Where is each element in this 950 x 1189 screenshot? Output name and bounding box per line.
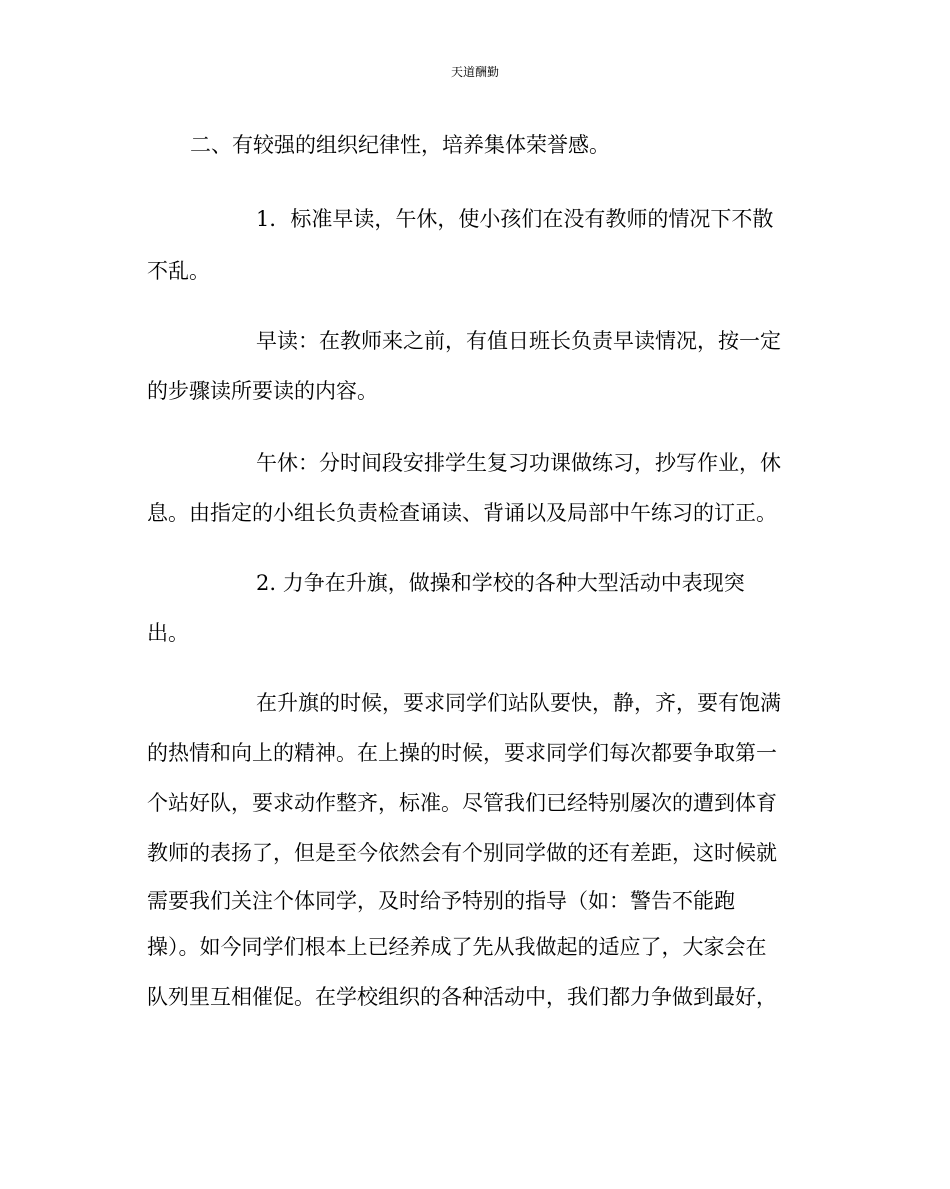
paragraph-line: 出。	[147, 621, 189, 645]
paragraph-line: 午休：分时间段安排学生复习功课做练习，抄写作业，休	[256, 451, 781, 475]
page-header: 天道酬勤	[450, 65, 499, 79]
paragraph-line: 个站好队，要求动作整齐，标准。尽管我们已经特别屡次的遭到体育	[147, 791, 777, 815]
paragraph-line: 早读：在教师来之前，有值日班长负责早读情况，按一定	[256, 329, 781, 353]
paragraph-line: 的步骤读所要读的内容。	[147, 379, 378, 403]
paragraph-line: 息。由指定的小组长负责检查诵读、背诵以及局部中午练习的订正。	[147, 501, 777, 525]
paragraph-line: 1．标准早读，午休，使小孩们在没有教师的情况下不散	[256, 207, 774, 231]
paragraph-line: 教师的表扬了，但是至今依然会有个别同学做的还有差距，这时候就	[147, 841, 777, 865]
paragraph-line: 需要我们关注个体同学，及时给予特别的指导（如：警告不能跑	[147, 889, 735, 913]
paragraph-line: 队列里互相催促。在学校组织的各种活动中，我们都力争做到最好，	[147, 985, 777, 1009]
paragraph-line: 不乱。	[147, 259, 210, 283]
paragraph-line: 操）。如今同学们根本上已经养成了先从我做起的适应了，大家会在	[147, 935, 767, 959]
section-heading: 二、有较强的组织纪律性，培养集体荣誉感。	[190, 133, 610, 157]
paragraph-line: 2. 力争在升旗，做操和学校的各种大型活动中表现突	[256, 571, 745, 595]
paragraph-line: 在升旗的时候，要求同学们站队要快，静，齐，要有饱满	[256, 691, 781, 715]
paragraph-line: 的热情和向上的精神。在上操的时候，要求同学们每次都要争取第一	[147, 741, 777, 765]
